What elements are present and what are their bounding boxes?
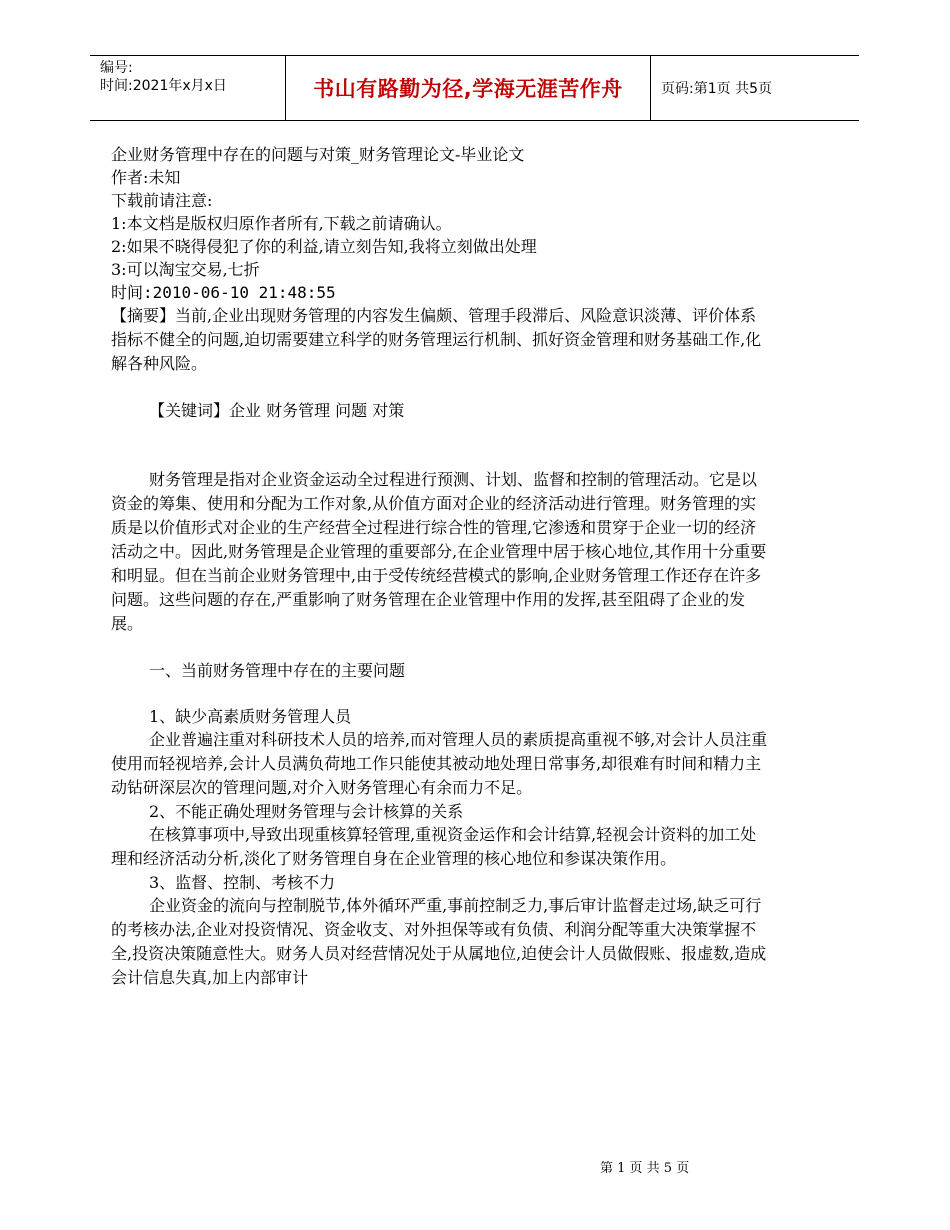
notice-title: 下载前请注意: — [111, 191, 213, 210]
subsection-paragraph-1: 企业普遍注重对科研技术人员的培养,而对管理人员的素质提高重视不够,对会计人员注重使用而轻视培养,会计人员满负荷地工作只能使其被动地处理日常事务,却很难有时间和精力主动钻研深层次的管理问题,对介入财务管理心有余而力不足。 — [111, 730, 768, 797]
spacer — [111, 376, 771, 399]
document-number-label: 编号: — [100, 60, 133, 76]
notice-item-2: 2:如果不晓得侵犯了你的利益,请立刻告知,我将立刻做出处理 — [111, 237, 537, 256]
notice-item-3: 3:可以淘宝交易,七折 — [111, 260, 260, 279]
page-header — [90, 55, 859, 121]
document-title: 企业财务管理中存在的问题与对策_财务管理论文-毕业论文 — [111, 145, 525, 164]
notice-item-1: 1:本文档是版权归原作者所有,下载之前请确认。 — [111, 214, 452, 233]
spacer — [111, 422, 771, 445]
spacer — [111, 445, 771, 468]
keywords-line: 【关键词】企业 财务管理 问题 对策 — [149, 401, 405, 420]
document-time-label: 时间:2021年x月x日 — [100, 78, 227, 94]
document-time: 时间:2010-06-10 21:48:55 — [111, 283, 336, 302]
intro-paragraph: 财务管理是指对企业资金运动全过程进行预测、计划、监督和控制的管理活动。它是以资金的筹集、使用和分配为工作对象,从价值方面对企业的经济活动进行管理。财务管理的实质是以价值形式对企业的生产经营全过程进行综合性的管理,它渗透和贯穿于企业一切的经济活动之中。因此,财务管理是企业管理的重要部分,在企业管理中居于核心地位,其作用十分重要和明显。但在当前企业财务管理中,由于受传统经营模式的影响,企业财务管理工作还存在许多问题。这些问题的存在,严重影响了财务管理在企业管理中作用的发挥,甚至阻碍了企业的发展。 — [111, 470, 767, 633]
header-meta — [90, 56, 285, 120]
subsection-heading-1: 1、缺少高素质财务管理人员 — [149, 707, 352, 726]
subsection-heading-2: 2、不能正确处理财务管理与会计核算的关系 — [149, 802, 464, 821]
section-heading: 一、当前财务管理中存在的主要问题 — [149, 661, 406, 680]
subsection-heading-3: 3、监督、控制、考核不力 — [149, 873, 336, 892]
header-motto: 书山有路勤为径,学海无涯苦作舟 — [285, 56, 651, 120]
document-author: 作者:未知 — [111, 168, 181, 187]
document-body — [111, 143, 771, 990]
abstract-paragraph: 【摘要】当前,企业出现财务管理的内容发生偏颇、管理手段滞后、风险意识淡薄、评价体系指标不健全的问题,迫切需要建立科学的财务管理运行机制、抓好资金管理和财务基础工作,化解各种风险。 — [111, 306, 762, 373]
page-footer: 第 1 页 共 5 页 — [600, 1161, 690, 1176]
subsection-paragraph-2: 在核算事项中,导致出现重核算轻管理,重视资金运作和会计结算,轻视会计资料的加工处理和经济活动分析,淡化了财务管理自身在企业管理的核心地位和参谋决策作用。 — [111, 825, 757, 868]
spacer — [111, 682, 771, 705]
subsection-paragraph-3: 企业资金的流向与控制脱节,体外循环严重,事前控制乏力,事后审计监督走过场,缺乏可行的考核办法,企业对投资情况、资金收支、对外担保等或有负债、利润分配等重大决策掌握不全,投资决策随意性大。财务人员对经营情况处于从属地位,迫使会计人员做假账、报虚数,造成会计信息失真,加上内部审计 — [111, 896, 767, 987]
spacer — [111, 636, 771, 659]
header-page-label: 页码:第1页 共5页 — [661, 81, 772, 97]
